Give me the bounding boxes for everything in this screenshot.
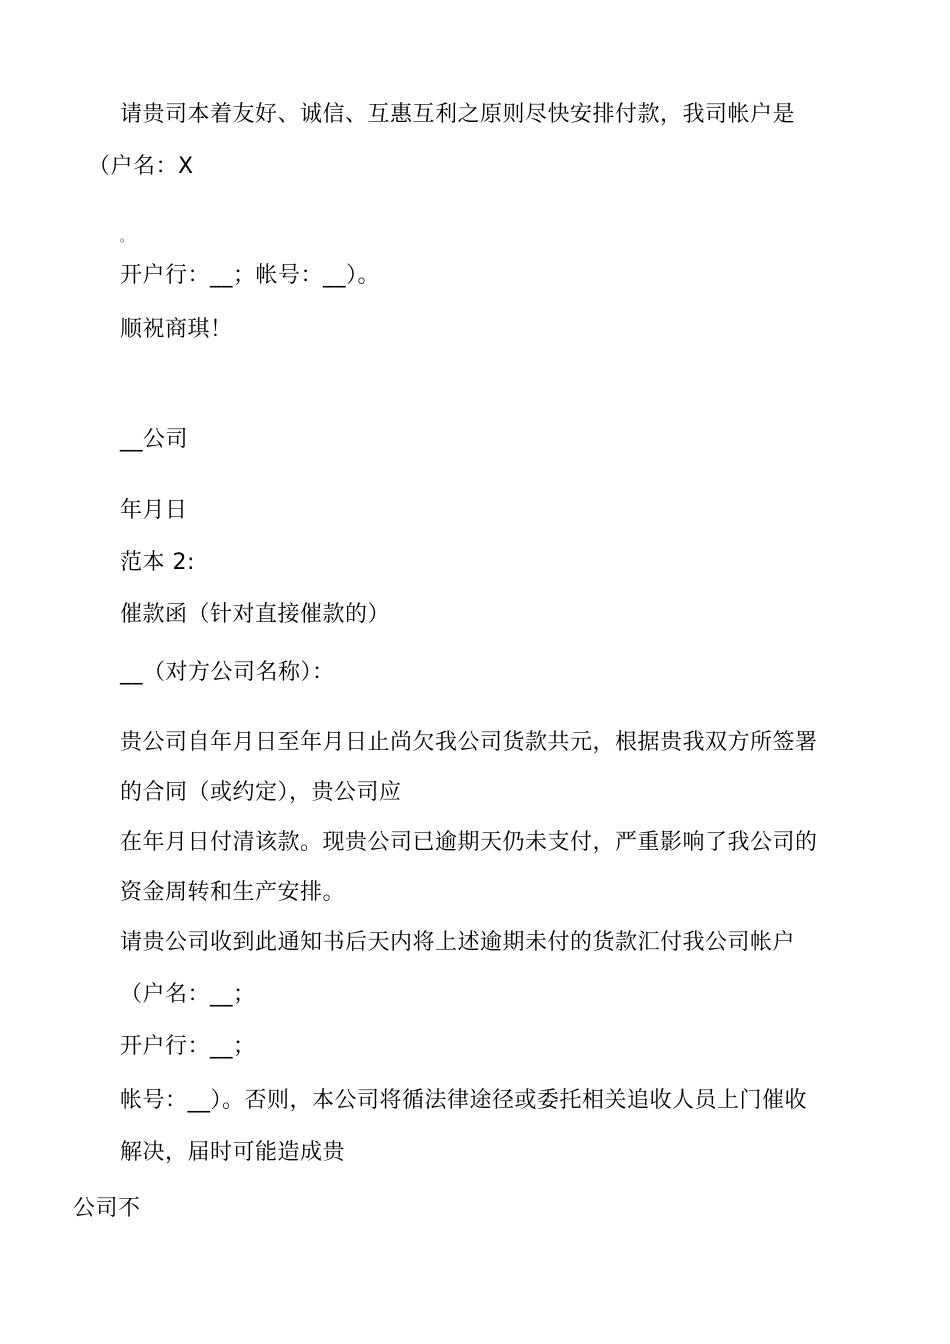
paragraph-line: 顺祝商琪！ bbox=[120, 317, 233, 342]
signature-company: __公司 bbox=[120, 427, 189, 452]
salutation: __（对方公司名称）： bbox=[120, 660, 335, 685]
paragraph-line: 在年月日付清该款。现贵公司已逾期天仍未支付，严重影响了我公司的 bbox=[120, 830, 818, 855]
paragraph-line: 帐号：__）。否则，本公司将循法律途径或委托相关追收人员上门催收 bbox=[120, 1088, 808, 1113]
punctuation-mark: 。 bbox=[120, 230, 133, 244]
paragraph-line: （户名：__； bbox=[120, 982, 256, 1007]
paragraph-line: （户名：X bbox=[88, 154, 194, 179]
paragraph-line: 贵公司自年月日至年月日止尚欠我公司货款共元，根据贵我双方所签署 bbox=[120, 730, 818, 755]
paragraph-line: 请贵公司收到此通知书后天内将上述逾期未付的货款汇付我公司帐户 bbox=[120, 930, 796, 955]
paragraph-line: 公司不 bbox=[73, 1196, 141, 1221]
paragraph-line: 的合同（或约定），贵公司应 bbox=[120, 780, 402, 805]
letter-title: 催款函（针对直接催款的） bbox=[120, 602, 391, 627]
paragraph-line: 开户行：__； bbox=[120, 1034, 256, 1059]
paragraph-line: 解决，届时可能造成贵 bbox=[120, 1140, 346, 1165]
section-heading: 范本 2: bbox=[120, 550, 195, 575]
paragraph-line: 请贵司本着友好、诚信、互惠互利之原则尽快安排付款，我司帐户是 bbox=[120, 102, 796, 127]
paragraph-line: 开户行：__；帐号：__）。 bbox=[120, 263, 381, 288]
signature-date: 年月日 bbox=[120, 498, 188, 523]
paragraph-line: 资金周转和生产安排。 bbox=[120, 880, 346, 905]
